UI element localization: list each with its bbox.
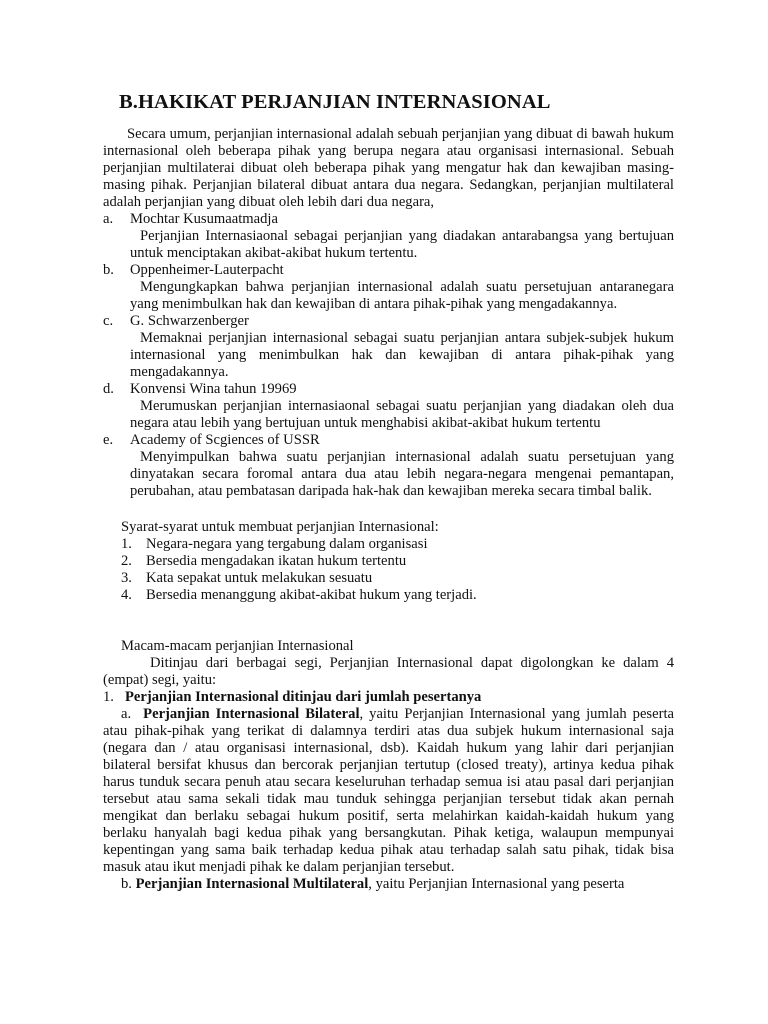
macam-heading: Macam-macam perjanjian Internasional <box>121 638 354 654</box>
subsection-bilateral <box>103 706 674 876</box>
section-heading <box>103 689 674 706</box>
syarat-heading: Syarat-syarat untuk membuat perjanjian Internasional: <box>121 519 439 535</box>
definition-source: Oppenheimer-Lauterpacht <box>130 262 284 278</box>
definition-source: Konvensi Wina tahun 19969 <box>130 381 297 397</box>
definition-text: Merumuskan perjanjian internasiaonal sebagai suatu perjanjian yang diadakan oleh dua negara atau lebih yang bertujuan untuk menghabisi akibat-akibat hukum tertentu <box>130 398 674 431</box>
definition-text: Mengungkapkan bahwa perjanjian internasional adalah suatu persetujuan antaranegara yang menimbulkan hak dan kewajiban di antara pihak-pihak yang mengadakannya. <box>130 279 674 312</box>
intro-paragraph: Secara umum, perjanjian internasional adalah sebuah perjanjian yang dibuat di bawah hukum internasional oleh beberapa pihak yang berupa negara atau organisasi internasional. Sebuah perjanjian multilaterai dibuat oleh beberapa pihak yang mengatur hak dan kewajiban masing-masing pihak. Perjanjian bilateral dibuat antara dua negara. Sedangkan, perjanjian multilateral adalah perjanjian yang dibuat oleh lebih dari dua negara, <box>103 126 674 210</box>
list-item <box>121 587 674 604</box>
subsection-text: , yaitu Perjanjian Internasional yang jumlah peserta atau pihak-pihak yang terikat di dalamnya terdiri atas dua subjek hukum internasional saja (negara dan / atau organisasi internasional, dsb). Kaidah hukum yang lahir dari perjanjian bilateral bersifat khusus dan bercorak perjanjian tertutup (closed treaty), artinya kedua pihak harus tunduk secara penuh atau secara keseluruhan terhadap semua isi atau pasal dari perjanjian tersebut atau sama sekali tidak mau tunduk sehingga perjanjian tersebut tidak akan pernah mengikat dan berlaku sebagai hukum positif, serta melahirkan kaidah-kaidah hukum yang berlaku hanyalah bagi kedua pihak yang bersangkutan. Pihak ketiga, walaupun mempunyai kepentingan yang sama baik terhadap kedua pihak atau terhadap salah satu pihak, tidak bisa masuk atau ikut menjadi pihak ke dalam perjanjian tersebut. <box>103 706 674 875</box>
list-text: Negara-negara yang tergabung dalam organisasi <box>146 536 428 552</box>
definition-letter: e. <box>103 432 114 448</box>
list-text: Bersedia menanggung akibat-akibat hukum yang terjadi. <box>146 587 477 603</box>
list-text: Bersedia mengadakan ikatan hukum tertentu <box>146 553 407 569</box>
definition-source: Academy of Scgiences of USSR <box>130 432 320 448</box>
subsection-marker: a. <box>121 706 132 722</box>
subsection-text: , yaitu Perjanjian Internasional yang peserta <box>368 876 625 892</box>
list-number: 2. <box>121 553 132 569</box>
definition-source: Mochtar Kusumaatmadja <box>130 211 278 227</box>
list-number: 1. <box>121 536 132 552</box>
macam-intro: Ditinjau dari berbagai segi, Perjanjian Internasional dapat digolongkan ke dalam 4 (empat) segi, yaitu: <box>103 655 674 688</box>
definition-letter: b. <box>103 262 114 278</box>
definition-item <box>103 432 674 500</box>
list-item <box>121 553 674 570</box>
list-number: 3. <box>121 570 132 586</box>
definition-item <box>103 381 674 432</box>
section-title: Perjanjian Internasional ditinjau dari jumlah pesertanya <box>125 689 482 705</box>
definition-text: Memaknai perjanjian internasional sebagai suatu perjanjian antara subjek-subjek hukum internasional yang menimbulkan hak dan kewajiban di antara pihak-pihak yang mengadakannya. <box>130 330 674 380</box>
definition-item <box>103 313 674 381</box>
syarat-list <box>121 536 674 604</box>
definitions-list <box>103 211 674 500</box>
list-text: Kata sepakat untuk melakukan sesuatu <box>146 570 373 586</box>
definition-item <box>103 262 674 313</box>
list-item <box>121 570 674 587</box>
section-number: 1. <box>103 689 114 705</box>
syarat-section <box>103 519 674 604</box>
definition-item <box>103 211 674 262</box>
subsection-marker: b. <box>121 876 132 892</box>
subsection-term: Perjanjian Internasional Multilateral <box>135 876 369 892</box>
definition-letter: a. <box>103 211 114 227</box>
page-title: B.HAKIKAT PERJANJIAN INTERNASIONAL <box>119 91 551 113</box>
list-number: 4. <box>121 587 132 603</box>
definition-text: Menyimpulkan bahwa suatu perjanjian internasional adalah suatu persetujuan yang dinyatakan secara foromal antara dua atau lebih negara-negara mengenai pemantapan, perubahan, atau pembatasan daripada hak-hak dan kewajiban mereka secara timbal balik. <box>130 449 674 499</box>
definition-letter: c. <box>103 313 114 329</box>
definition-source: G. Schwarzenberger <box>130 313 249 329</box>
definition-text: Perjanjian Internasiaonal sebagai perjanjian yang diadakan antarabangsa yang bertujuan untuk menciptakan akibat-akibat hukum tertentu. <box>130 228 674 261</box>
subsection-multilateral <box>103 876 674 893</box>
subsection-term: Perjanjian Internasional Bilateral <box>143 706 360 722</box>
list-item <box>121 536 674 553</box>
definition-letter: d. <box>103 381 114 397</box>
